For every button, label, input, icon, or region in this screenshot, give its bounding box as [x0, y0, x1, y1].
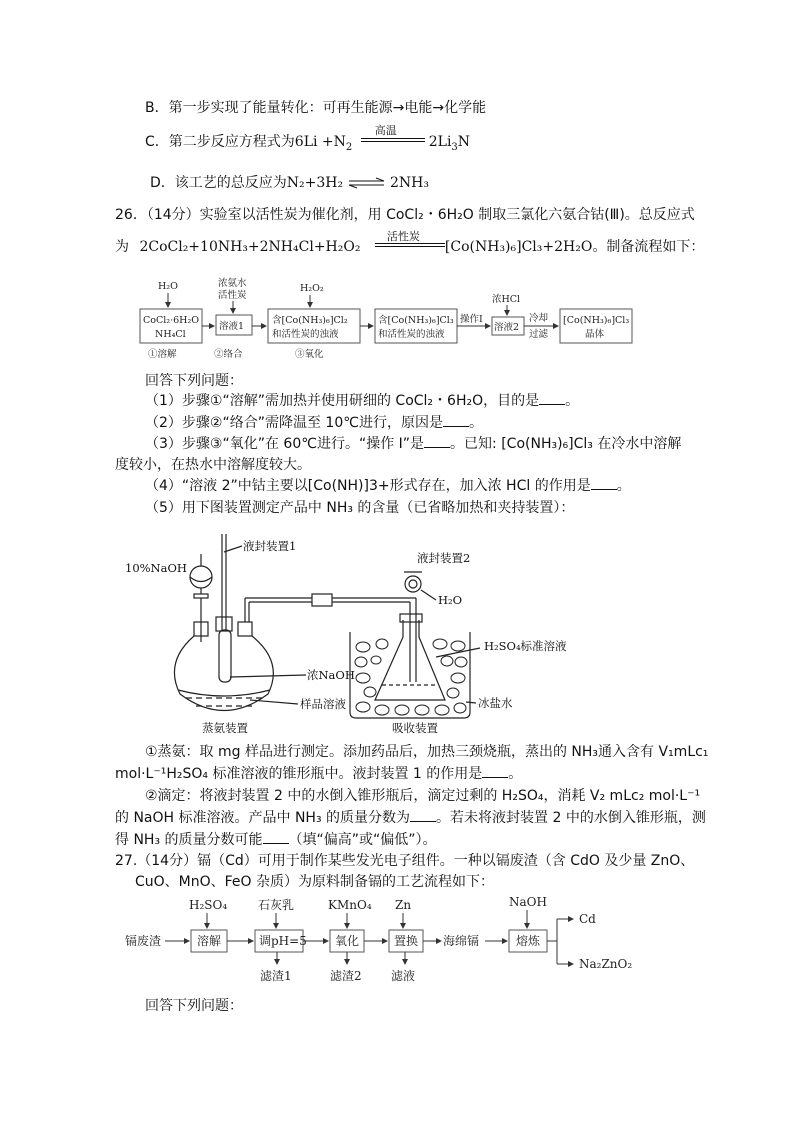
label-10pct-naoh: 10%NaOH [125, 561, 187, 575]
q27-residue-1: 滤渣1 [260, 969, 292, 983]
flow-box3-line1: 含[Co(NH₃)₆]Cl₂ [272, 315, 348, 326]
option-c-left: 6Li +N [294, 134, 346, 150]
equilibrium-arrow [348, 177, 386, 189]
q27-input-naoh: NaOH [509, 895, 547, 909]
answer-blank-7[interactable] [263, 831, 289, 844]
option-c-right-sub: 3 [451, 141, 458, 153]
q26-subq2 [145, 412, 483, 432]
option-d [150, 172, 429, 192]
option-c-right: 2Li [428, 134, 452, 150]
q27-product-na2zno2: Na₂ZnO₂ [579, 957, 633, 971]
flow-input-carbon: 活性炭 [218, 290, 247, 301]
q27-product-cd: Cd [579, 912, 596, 926]
q26-p2-line2 [115, 807, 706, 827]
q26-subq2-end: 。 [468, 415, 483, 431]
answer-blank-4[interactable] [591, 477, 617, 490]
q26-p1-line2-end: 。 [508, 766, 523, 782]
q26-p1-line2 [115, 763, 522, 783]
flow-box1-line1: CoCl₂·6H₂O [143, 315, 200, 326]
q27-input-kmno4: KMnO₄ [328, 898, 372, 912]
q26-subq4-end: 。 [616, 478, 631, 494]
q26-p2-line2-end: 。若未将液封装置 2 中的水倒入锥形瓶，测 [436, 810, 706, 826]
q27-start: 镉废渣 [125, 934, 162, 948]
q26-subq3-cont: 度较小，在热水中溶解度较大。 [115, 457, 311, 473]
q26-stem-suffix: 。制备流程如下： [592, 239, 705, 255]
option-d-prefix: D．该工艺的总反应为 [150, 175, 287, 191]
q27-box-replace: 置换 [394, 934, 419, 948]
q27-stem-line2: CuO、MnO、FeO 杂质）为原料制备镉的工艺流程如下： [135, 874, 495, 890]
label-seal-1: 液封装置1 [243, 539, 297, 553]
q27-stem-line1: 27.（14分）镉（Cd）可用于制作某些发光电子组件。一种以镉废渣（含 CdO 及少量 ZnO、 [115, 853, 695, 869]
q27-input-zn: Zn [395, 898, 412, 912]
option-c [145, 124, 471, 153]
flow-input-ammonia: 浓氨水 [218, 278, 247, 289]
option-c-condition: 高温 [374, 124, 397, 137]
flow-operation-2b: 过滤 [529, 329, 549, 340]
q26-condition-arrow [375, 230, 445, 251]
flow-box3-line2: 和活性炭的浊液 [272, 329, 339, 340]
q26-subq2-text: （2）步骤②“络合”需降温至 10℃进行，原因是 [145, 415, 443, 431]
q26-stem-prefix: 为 [115, 239, 129, 255]
flow-step-1: ①溶解 [148, 349, 177, 360]
q26-p2-line3 [115, 829, 437, 849]
option-c-right-end: N [457, 134, 471, 150]
answer-blank-1[interactable] [539, 392, 565, 405]
q26-flowchart [130, 275, 650, 365]
q27-box-oxidize: 氧化 [335, 934, 360, 948]
q26-p2-line3-end: （填“偏高”或“偏低”）。 [288, 832, 437, 848]
label-h2so4: H₂SO₄标准溶液 [484, 639, 567, 653]
answer-blank-5[interactable] [482, 765, 508, 778]
answer-blank-6[interactable] [410, 809, 436, 822]
q27-box-dissolve: 溶解 [197, 934, 222, 948]
flow-box6-line1: [Co(NH₃)₆]Cl₃ [563, 315, 630, 326]
label-conc-naoh: 浓NaOH [307, 668, 355, 682]
flow-box1-line2: NH₄Cl [155, 329, 186, 340]
q26-equation-right: [Co(NH₃)₆]Cl₃+2H₂O [444, 239, 593, 255]
option-d-left: N₂+3H₂ [286, 175, 344, 191]
flow-operation-1: 操作Ⅰ [460, 314, 483, 325]
flow-box2: 溶液1 [219, 321, 245, 332]
q26-condition: 活性炭 [386, 230, 420, 243]
flow-box4-line2: 和活性炭的浊液 [378, 329, 445, 340]
q27-prompt: 回答下列问题： [145, 998, 243, 1014]
q26-subq1-text: （1）步骤①“溶解”需加热并使用研细的 CoCl₂・6H₂O，目的是 [145, 393, 540, 409]
option-b: B．第一步实现了能量转化：可再生能源→电能→化学能 [145, 100, 487, 116]
q26-subq3-text: （3）步骤③“氧化”在 60℃进行。“操作 I”是 [145, 436, 425, 452]
condition-arrow [361, 124, 425, 146]
flow-box5: 溶液2 [494, 322, 520, 333]
q26-subq1 [145, 390, 579, 410]
flow-step-2: ②络合 [214, 349, 243, 360]
q26-p1-line1: ①蒸氨：取 mg 样品进行测定。添加药品后，加热三颈烧瓶，蒸出的 NH₃通入含有 V₁mLc₁ [145, 744, 709, 760]
q26-p2-line1: ②滴定：将液封装置 2 中的水倒入锥形瓶后，滴定过剩的 H₂SO₄，消耗 V₂ mLc₂ mol·L⁻¹ [145, 788, 701, 804]
q27-residue-2: 滤渣2 [330, 969, 362, 983]
answer-blank-3[interactable] [424, 435, 450, 448]
option-c-left-sub: 2 [345, 141, 353, 153]
label-ice-salt: 冰盐水 [478, 696, 513, 710]
q26-subq3-text2: 。已知: [Co(NH₃)₆]Cl₃ 在冷水中溶解 [450, 436, 682, 452]
label-seal-2: 液封装置2 [417, 551, 471, 565]
q26-stem-line1: 26．（14分）实验室以活性炭为催化剂，用 CoCl₂・6H₂O 制取三氯化六氨合钴(Ⅲ)。总反应式 [115, 207, 695, 223]
q26-prompt: 回答下列问题： [145, 373, 243, 389]
flow-input-h2o2: H₂O₂ [300, 283, 324, 294]
q27-input-h2so4: H₂SO₄ [189, 898, 228, 912]
flow-step-3: ③氧化 [295, 349, 324, 360]
label-distillation: 蒸氨装置 [202, 721, 248, 735]
q26-subq4-text: （4）“溶液 2”中钴主要以[Co(NH)]3+形式存在，加入浓 HCl 的作用是 [145, 478, 591, 494]
q27-sponge-cd: 海绵镉 [443, 934, 480, 948]
flow-box6-line2: 晶体 [585, 329, 605, 340]
label-absorption: 吸收装置 [392, 721, 438, 735]
flow-box4-line1: 含[Co(NH₃)₆]Cl₃ [378, 315, 454, 326]
flow-input-hcl: 浓HCl [492, 294, 521, 305]
q27-input-lime: 石灰乳 [258, 898, 295, 912]
q26-subq3 [145, 433, 681, 453]
q27-filtrate: 滤液 [391, 969, 416, 983]
flow-input-h2o: H₂O [158, 281, 178, 292]
distillation-apparatus [174, 534, 416, 711]
apparatus-diagram [120, 522, 600, 737]
q26-p1-line2-text: mol·L⁻¹H₂SO₄ 标准溶液的锥形瓶中。液封装置 1 的作用是 [115, 766, 483, 782]
q27-flowchart [125, 892, 655, 992]
q26-subq1-end: 。 [565, 393, 580, 409]
flow-operation-2a: 冷却 [529, 313, 549, 324]
q27-box-ph: 调pH=5 [259, 934, 307, 948]
q26-p2-line2-text: 的 NaOH 标准溶液。产品中 NH₃ 的质量分数为 [115, 810, 411, 826]
option-c-prefix: C．第二步反应方程式为 [145, 134, 295, 150]
q26-equation-left: 2CoCl₂+10NH₃+2NH₄Cl+H₂O₂ [139, 239, 361, 255]
q27-box-smelt: 熔炼 [516, 934, 541, 948]
option-d-right: 2NH₃ [390, 175, 429, 191]
q26-stem-line2 [115, 230, 705, 256]
q26-p2-line3-text: 得 NH₃ 的质量分数可能 [115, 832, 263, 848]
q26-subq4 [145, 475, 631, 495]
label-h2o: H₂O [438, 593, 463, 607]
label-sample: 样品溶液 [300, 697, 346, 711]
q26-subq5: （5）用下图装置测定产品中 NH₃ 的含量（已省略加热和夹持装置）： [145, 500, 575, 516]
answer-blank-2[interactable] [443, 414, 469, 427]
